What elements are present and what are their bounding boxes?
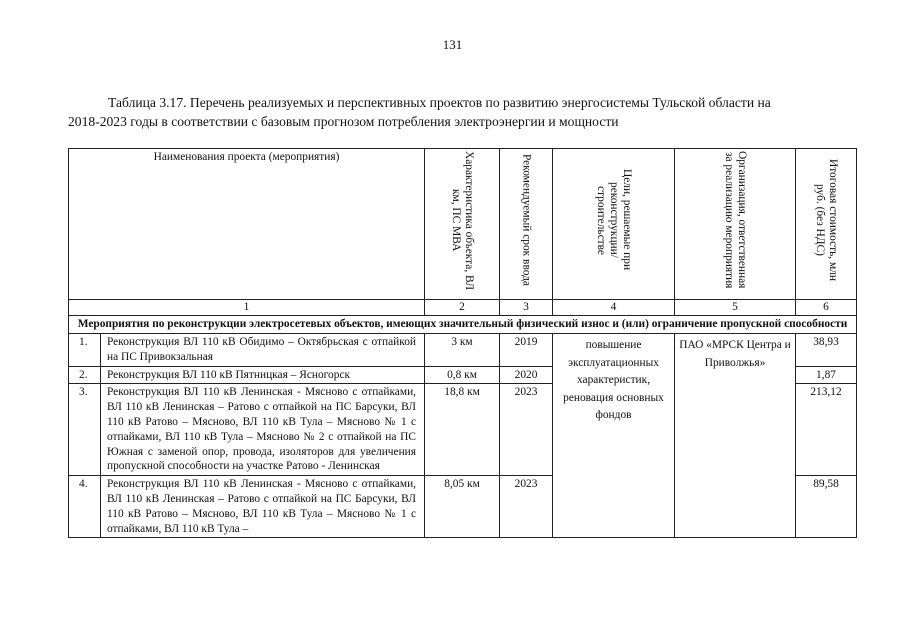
header-characteristic: Характеристика объекта, ВЛ км, ПС МВА <box>450 150 476 290</box>
header-goals: Цели, решаемые при реконструкции/ строительстве <box>595 169 634 271</box>
header-organization: Организация, ответственная за реализацию мероприятия <box>723 151 749 289</box>
section-title: Мероприятия по реконструкции электросетевых объектов, имеющих значительный физический износ и (или) ограничение пропускной способности <box>69 316 857 334</box>
header-term: Рекомендуемый срок ввода <box>520 154 533 286</box>
column-number: 5 <box>675 300 796 316</box>
project-term: 2023 <box>500 384 553 476</box>
column-number: 6 <box>796 300 857 316</box>
row-number: 3. <box>69 384 101 476</box>
column-number: 4 <box>553 300 675 316</box>
page-number: 131 <box>442 37 463 52</box>
project-characteristic: 0,8 км <box>425 366 500 384</box>
header-characteristic-cell <box>425 149 500 300</box>
project-cost: 213,12 <box>796 384 857 476</box>
table-caption <box>68 93 858 131</box>
column-number: 1 <box>69 300 425 316</box>
row-number: 4. <box>69 476 101 538</box>
column-number-row <box>69 300 857 316</box>
caption-line-1: Таблица 3.17. Перечень реализуемых и перспективных проектов по развитию энергосистемы Тульской области на <box>108 95 771 110</box>
header-organization-cell <box>675 149 796 300</box>
project-name: Реконструкция ВЛ 110 кВ Обидимо – Октябрьская с отпайкой на ПС Привокзальная <box>101 334 425 367</box>
row-number: 1. <box>69 334 101 367</box>
project-name: Реконструкция ВЛ 110 кВ Пятницкая – Ясногорск <box>101 366 425 384</box>
project-name: Реконструкция ВЛ 110 кВ Ленинская - Мясново с отпайками, ВЛ 110 кВ Ленинская – Ратово с отпайкой на ПС Барсуки, ВЛ 110 кВ Ратово – Мясново, ВЛ 110 кВ Тула – Мясново № 1 с отпайками, ВЛ 110 кВ Тула – <box>101 476 425 538</box>
project-characteristic: 3 км <box>425 334 500 367</box>
header-term-cell <box>500 149 553 300</box>
header-name: Наименования проекта (мероприятия) <box>69 149 425 300</box>
project-cost: 1,87 <box>796 366 857 384</box>
row-number: 2. <box>69 366 101 384</box>
column-number: 2 <box>425 300 500 316</box>
header-row <box>69 149 857 300</box>
table-row <box>69 334 857 367</box>
caption-line-2: 2018-2023 годы в соответствии с базовым прогнозом потребления электроэнергии и мощности <box>68 114 619 129</box>
project-characteristic: 18,8 км <box>425 384 500 476</box>
projects-table <box>68 148 857 538</box>
column-number: 3 <box>500 300 553 316</box>
header-cost: Итоговая стоимость, млн руб. (без НДС) <box>814 159 840 281</box>
project-term: 2020 <box>500 366 553 384</box>
project-cost: 89,58 <box>796 476 857 538</box>
project-name: Реконструкция ВЛ 110 кВ Ленинская - Мясново с отпайками, ВЛ 110 кВ Ленинская – Ратово с отпайкой на ПС Барсуки, ВЛ 110 кВ Ратово – Мясново, ВЛ 110 кВ Тула – Мясново № 1 с отпайками, ВЛ 110 кВ Тула – Мясново № 2 с отпайкой на ПС Южная с заменой опор, провода, изоляторов для увеличения пропускной способности на участке Ратово - Ленинская <box>101 384 425 476</box>
header-goals-cell <box>553 149 675 300</box>
project-term: 2023 <box>500 476 553 538</box>
project-characteristic: 8,05 км <box>425 476 500 538</box>
section-row <box>69 316 857 334</box>
header-cost-cell <box>796 149 857 300</box>
project-term: 2019 <box>500 334 553 367</box>
responsible-organization: ПАО «МРСК Центра и Приволжья» <box>675 334 796 538</box>
project-cost: 38,93 <box>796 334 857 367</box>
project-goals: повышение эксплуатационных характеристик, реновация основных фондов <box>553 334 675 538</box>
